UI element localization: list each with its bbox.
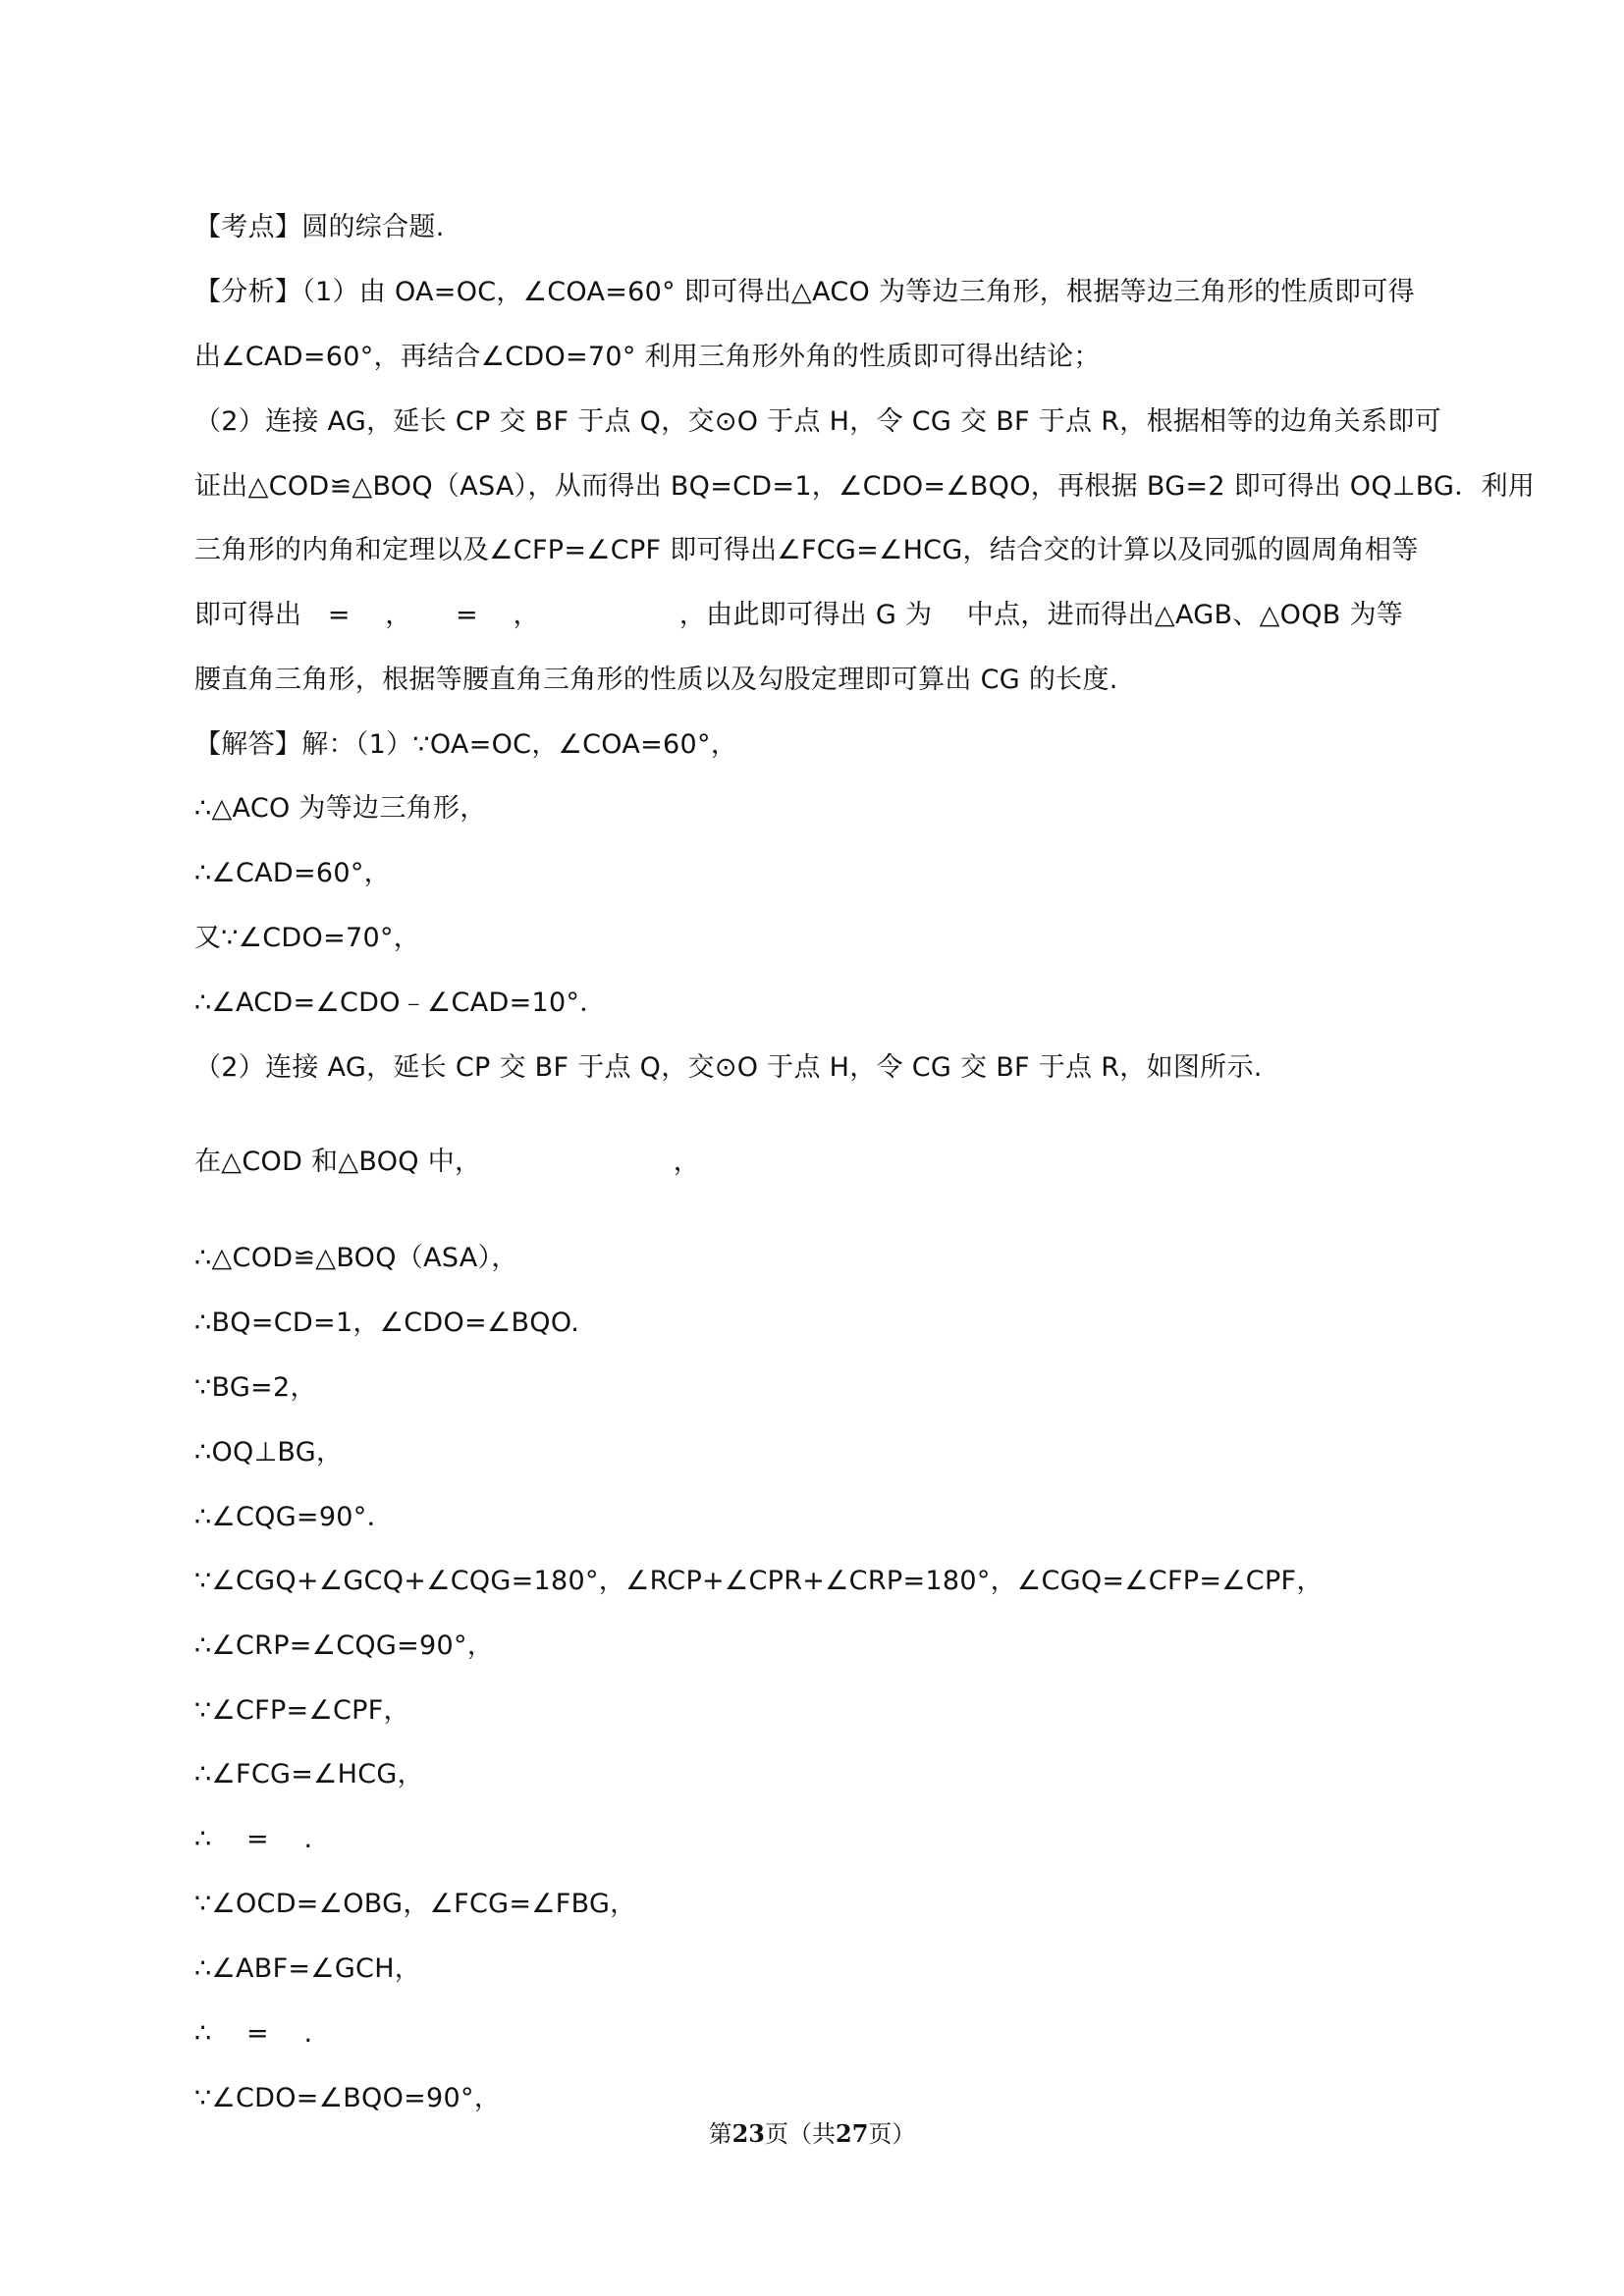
text-line-13: ∴∠ACD=∠CDO﹣∠CAD=10°． xyxy=(194,988,607,1018)
text-line-12: 又∵∠CDO=70°， xyxy=(194,923,421,953)
text-line-26: ∵∠OCD=∠OBG，∠FCG=∠FBG， xyxy=(194,1889,637,1919)
text-line-25: ∴ = . xyxy=(194,1824,313,1854)
footer-prefix: 第 xyxy=(708,2120,732,2148)
text-line-8: 腰直角三角形，根据等腰直角三角形的性质以及勾股定理即可算出 CG 的长度. xyxy=(194,665,1118,695)
text-line-18: ∵BG=2， xyxy=(194,1372,317,1403)
text-line-3: 出∠CAD=60°，再结合∠CDO=70° 利用三角形外角的性质即可得出结论； xyxy=(194,342,1101,372)
text-line-23: ∵∠CFP=∠CPF， xyxy=(194,1695,410,1726)
text-line-27: ∴∠ABF=∠GCH， xyxy=(194,1953,422,1984)
page-footer xyxy=(0,2118,1624,2150)
text-line-29: ∵∠CDO=∠BQO=90°， xyxy=(194,2083,502,2113)
text-line-24: ∴∠FCG=∠HCG， xyxy=(194,1759,424,1789)
text-line-16: ∴△COD≌△BOQ（ASA）， xyxy=(194,1243,518,1273)
text-line-4: （2）连接 AG，延长 CP 交 BF 于点 Q，交⊙O 于点 H，令 CG 交 BF 于点 R，根据相等的边角关系即可 xyxy=(194,406,1441,437)
text-line-20: ∴∠CQG=90°． xyxy=(194,1502,394,1532)
footer-middle: 页（共 xyxy=(765,2120,836,2148)
text-line-17: ∴BQ=CD=1，∠CDO=∠BQO. xyxy=(194,1308,580,1338)
text-line-19: ∴OQ⊥BG， xyxy=(194,1437,344,1468)
text-line-11: ∴∠CAD=60°， xyxy=(194,858,391,888)
text-line-2: 【分析】（1）由 OA=OC，∠COA=60° 即可得出△ACO 为等边三角形，根据等边三角形的性质即可得 xyxy=(194,277,1415,307)
text-line-1: 【考点】圆的综合题. xyxy=(194,212,445,242)
text-line-15: 在△COD 和△BOQ 中， ， xyxy=(194,1147,701,1177)
footer-total-pages: 27 xyxy=(836,2119,869,2148)
text-line-7: 即可得出 = ， = ， ，由此即可得出 G 为 中点，进而得出△AGB、△OQB 为等 xyxy=(194,600,1404,630)
footer-suffix: 页） xyxy=(868,2120,916,2148)
text-line-6: 三角形的内角和定理以及∠CFP=∠CPF 即可得出∠FCG=∠HCG，结合交的计算以及同弧的圆周角相等 xyxy=(194,535,1419,565)
text-line-9: 【解答】解：（1）∵OA=OC，∠COA=60°， xyxy=(194,729,738,760)
text-line-21: ∵∠CGQ+∠GCQ+∠CQG=180°，∠RCP+∠CPR+∠CRP=180°，∠CGQ=∠CFP=∠CPF， xyxy=(194,1566,1324,1596)
text-line-14: （2）连接 AG，延长 CP 交 BF 于点 Q，交⊙O 于点 H，令 CG 交 BF 于点 R，如图所示. xyxy=(194,1052,1263,1083)
text-line-10: ∴△ACO 为等边三角形， xyxy=(194,793,487,824)
text-line-5: 证出△COD≌△BOQ（ASA），从而得出 BQ=CD=1，∠CDO=∠BQO，再根据 BG=2 即可得出 OQ⊥BG．利用 xyxy=(194,471,1536,502)
text-line-22: ∴∠CRP=∠CQG=90°， xyxy=(194,1630,495,1661)
footer-current-page: 23 xyxy=(731,2119,765,2148)
text-line-28: ∴ = . xyxy=(194,2018,313,2049)
